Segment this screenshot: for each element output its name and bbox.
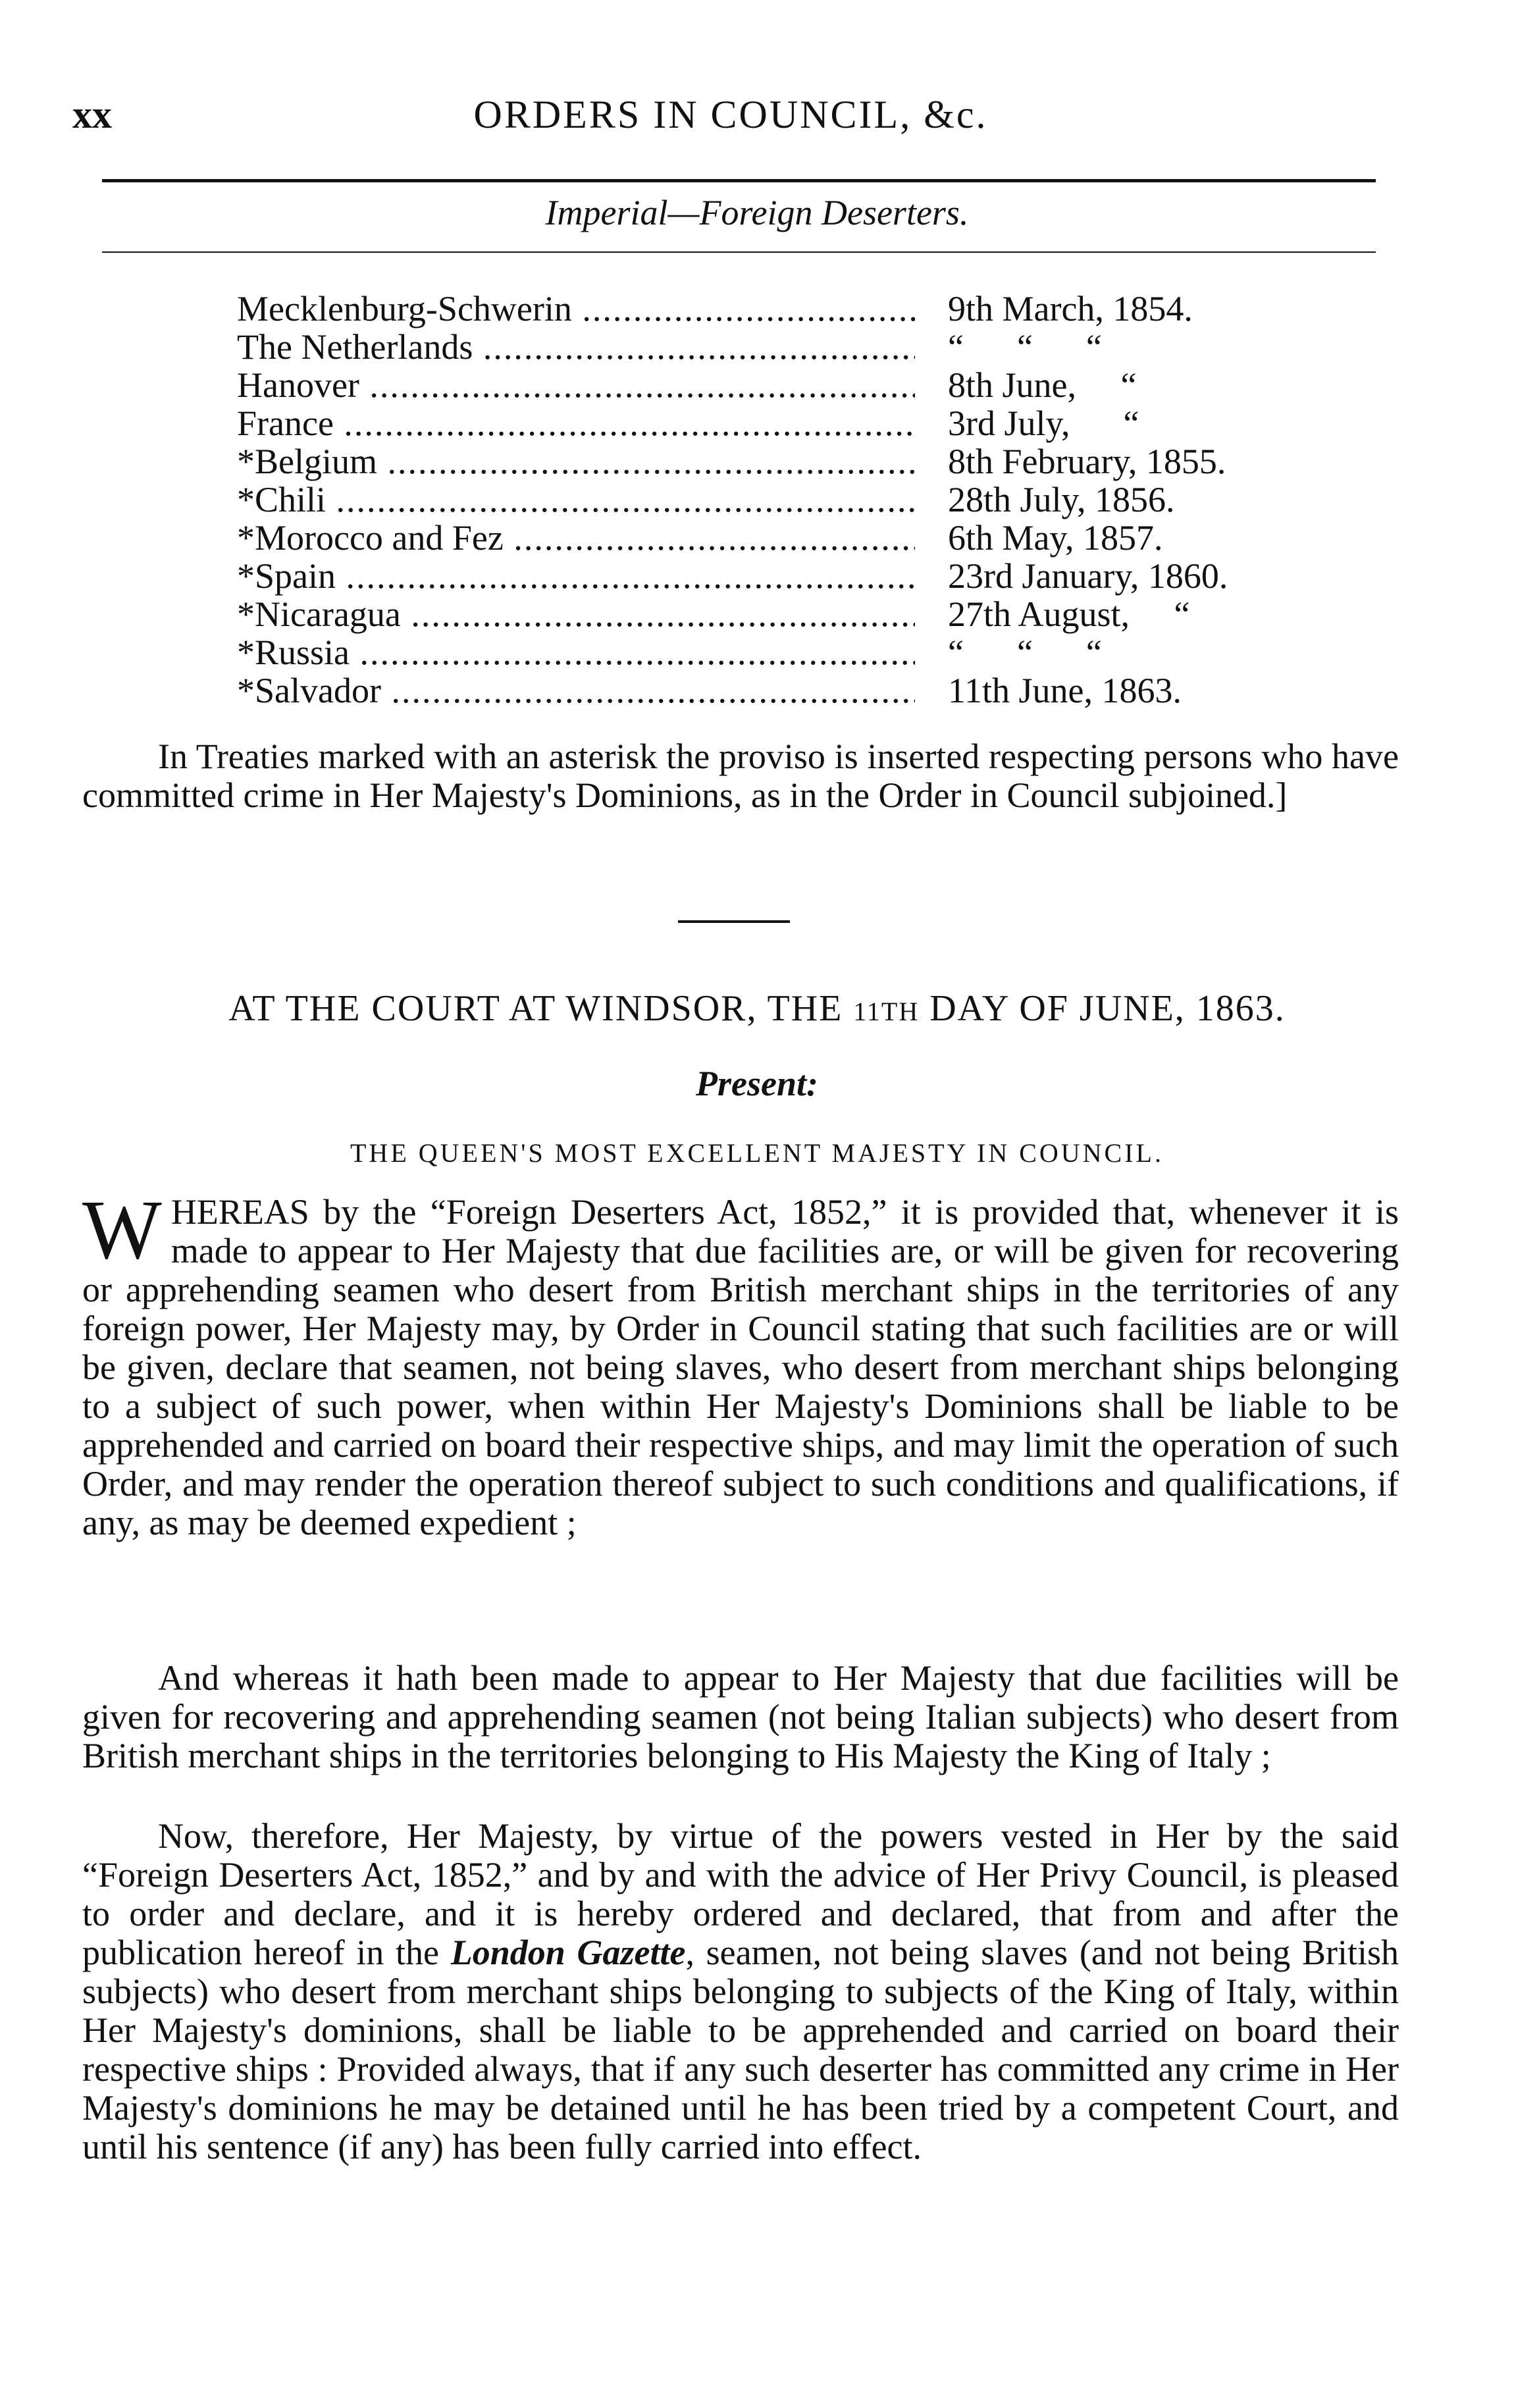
- treaty-row: [237, 403, 1356, 441]
- court-heading: [0, 987, 1514, 1030]
- treaty-date: 8th February, 1855.: [948, 442, 1226, 481]
- drop-cap: W: [82, 1183, 162, 1276]
- treaty-country: Hanover .....: [237, 365, 915, 406]
- treaty-date: 28th July, 1856.: [948, 480, 1175, 519]
- treaty-date: 8th June, “: [948, 365, 1137, 405]
- treaty-row: [237, 517, 1356, 556]
- asterisk-note: In Treaties marked with an asterisk the proviso is inserted respecting persons who have committed crime in Her Majesty's Dominions, as in the Order in Council subjoined.]: [82, 737, 1399, 815]
- section-divider: [678, 920, 790, 923]
- treaty-row: [237, 479, 1356, 517]
- treaty-date: 9th March, 1854.: [948, 289, 1193, 328]
- court-heading-day: 11TH: [853, 997, 920, 1026]
- court-heading-start: AT THE COURT AT WINDSOR, THE: [228, 988, 854, 1029]
- queen-in-council: THE QUEEN'S MOST EXCELLENT MAJESTY IN COUNCIL.: [350, 1138, 1164, 1168]
- treaty-row: [237, 441, 1356, 479]
- present-label: Present:: [696, 1064, 818, 1103]
- treaty-date: “ “ “: [948, 327, 1102, 367]
- treaty-country: France .....: [237, 403, 915, 444]
- order-text-start: Now, therefore, Her Majesty, by virtue of the powers vested in Her by the said “Foreign Deserters Act, 1852,” and by and with the advice of Her Privy Council, is pleased to order and declare, and it is hereby ordered and declared, that from and after the publication hereof in the: [82, 1816, 1399, 1972]
- whereas-text: HEREAS by the “Foreign Deserters Act, 1852,” it is provided that, whenever it is made to appear to Her Majesty that due facilities are, or will be given for recovering or apprehending seamen who desert from British merchant ships in the territories of any foreign power, Her Majesty may, by Order in Council stating that such facilities are or will be given, declare that seamen, not being slaves, who desert from merchant ships belonging to a subject of such power, when within Her Majesty's Dominions shall be liable to be apprehended and carried on board their respective ships, and may limit the operation of such Order, and may render the operation thereof subject to such conditions and qualifications, if any, as may be deemed expedient ;: [82, 1192, 1399, 1542]
- and-whereas-paragraph: And whereas it hath been made to appear to Her Majesty that due facilities will be given for recovering and apprehending seamen (not being Italian subjects) who desert from British merchant ships in the territories belonging to His Majesty the King of Italy ;: [82, 1658, 1399, 1775]
- treaty-row: [237, 670, 1356, 708]
- treaty-country: *Chili .....: [237, 479, 915, 520]
- treaty-row: [237, 632, 1356, 670]
- page-header: [72, 92, 1389, 145]
- order-text-end: , seamen, not being slaves (and not being British subjects) who desert from merchant ships belonging to subjects of the King of Italy, within Her Majesty's dominions, shall be liable to be apprehended and carried on board their respective ships : Provided always, that if any such deserter has committed any crime in Her Majesty's dominions he may be detained until he has been tried by a competent Court, and until his sentence (if any) has been fully carried into effect.: [82, 1933, 1399, 2166]
- treaty-country: The Netherlands .....: [237, 327, 915, 367]
- whereas-paragraph: [82, 1183, 1399, 1542]
- court-heading-end: DAY OF JUNE, 1863.: [919, 988, 1286, 1029]
- treaty-date: 27th August, “: [948, 594, 1190, 634]
- treaty-row: [237, 365, 1356, 403]
- london-gazette: London Gazette: [450, 1933, 686, 1972]
- treaty-date: 23rd January, 1860.: [948, 556, 1228, 596]
- treaty-row: [237, 327, 1356, 365]
- section-subheading: Imperial—Foreign Deserters.: [545, 193, 969, 232]
- treaty-list: [237, 288, 1356, 708]
- treaty-date: 3rd July, “: [948, 404, 1139, 443]
- treaty-date: 6th May, 1857.: [948, 518, 1163, 558]
- now-therefore-paragraph: [82, 1817, 1399, 2166]
- treaty-row: [237, 594, 1356, 632]
- treaty-row: [237, 288, 1356, 327]
- treaty-date: 11th June, 1863.: [948, 671, 1182, 710]
- treaty-country: *Morocco and Fez .....: [237, 517, 915, 558]
- running-head: ORDERS IN COUNCIL, &c.: [473, 93, 988, 136]
- header-rule-top: [102, 179, 1376, 182]
- treaty-country: *Spain .....: [237, 556, 915, 596]
- treaty-country: *Belgium .....: [237, 441, 915, 482]
- treaty-country: Mecklenburg-Schwerin .....: [237, 288, 915, 329]
- treaty-country: *Russia .....: [237, 632, 915, 673]
- treaty-country: *Salvador .....: [237, 670, 915, 711]
- treaty-country: *Nicaragua .....: [237, 594, 915, 635]
- treaty-date: “ “ “: [948, 633, 1102, 672]
- header-rule-bottom: [102, 251, 1376, 253]
- page-number: xx: [72, 93, 112, 136]
- treaty-row: [237, 556, 1356, 594]
